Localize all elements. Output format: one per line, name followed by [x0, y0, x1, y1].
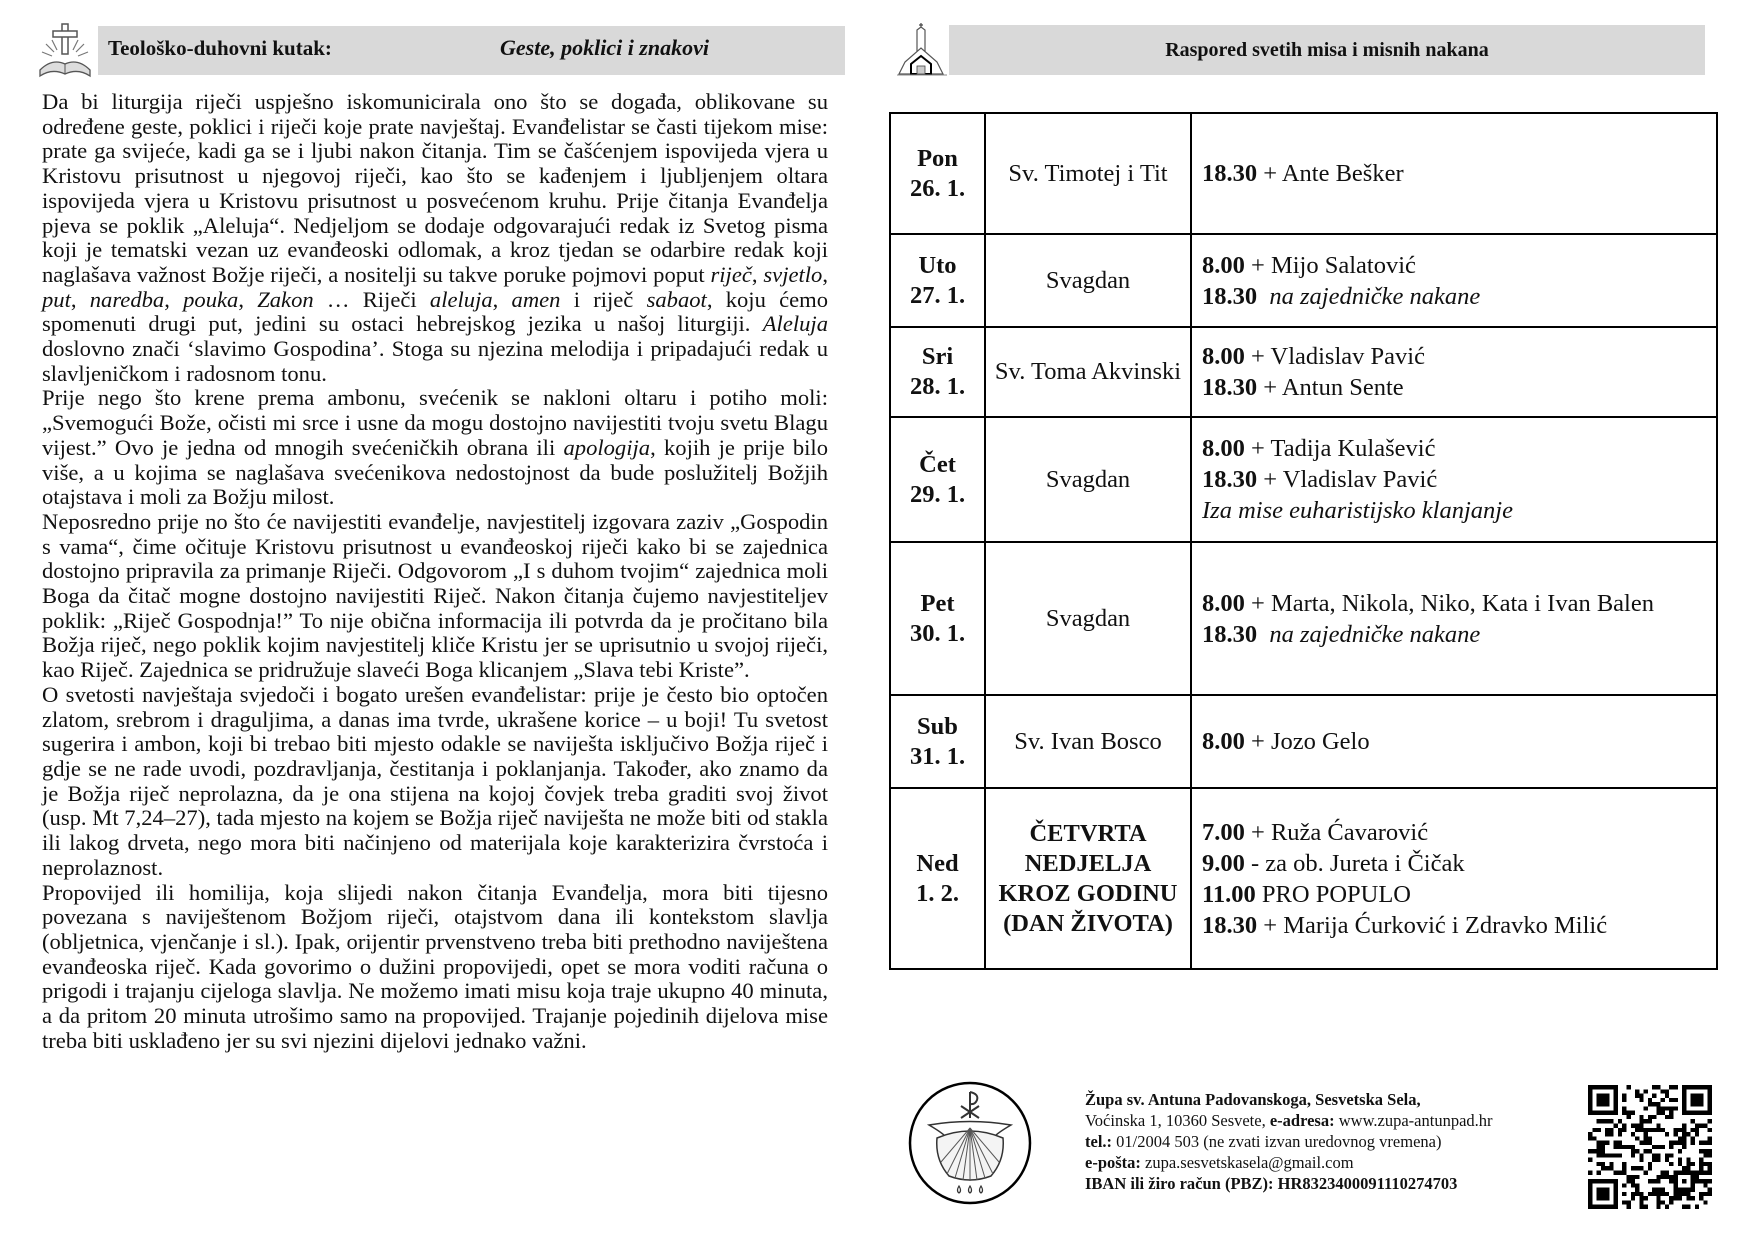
weekday: Čet	[919, 450, 956, 478]
text-run: ,	[492, 286, 512, 312]
italic-term: amen	[511, 286, 561, 312]
mass-time: 18.30	[1202, 911, 1258, 939]
parish-name: Župa sv. Antuna Padovanskoga, Sesvetska Sela,	[1085, 1090, 1421, 1109]
masses-cell	[1191, 113, 1717, 234]
weekday: Pon	[917, 144, 958, 172]
cross-bible-icon	[36, 22, 94, 80]
mass-intention: + Jozo Gelo	[1251, 728, 1370, 755]
schedule-row	[890, 695, 1717, 788]
italic-term: Aleluja	[762, 311, 828, 337]
weekday: Sri	[921, 343, 954, 370]
phone-number: 01/2004 503 (ne zvati izvan uredovnog vremena)	[1112, 1132, 1442, 1151]
section-header-theology	[98, 26, 845, 75]
phone-line	[1085, 1131, 1493, 1152]
masses-cell	[1191, 695, 1717, 788]
mass-time: 9.00	[1202, 849, 1245, 877]
day-cell	[890, 327, 985, 417]
mass-entry	[1202, 433, 1706, 464]
section-title: Teološko-duhovni kutak:	[108, 36, 332, 60]
section-subtitle: Geste, poklici i znakovi	[500, 35, 709, 60]
email-link[interactable]: zupa.sesvetskasela@gmail.com	[1140, 1153, 1354, 1172]
mass-intention: Iza mise euharistijsko klanjanje	[1202, 497, 1513, 524]
date: 29. 1.	[909, 480, 966, 508]
mass-intention: + Marta, Nikola, Niko, Kata i Ivan Balen	[1251, 589, 1654, 617]
weekday: Sub	[917, 712, 958, 740]
mass-time: 18.30	[1202, 466, 1258, 493]
date: 28. 1.	[909, 373, 966, 400]
church-icon	[897, 22, 949, 77]
masses-cell	[1191, 417, 1717, 542]
mass-entry	[1202, 158, 1706, 189]
text-run: Neposredno prije no što će navijestiti evanđelje, navjestitelj izgovara zaziv „Gospodin s vama“, čime očituje Kristovu prisutnost u evanđeoskoj riječi kako bi se zajednica dostojno pripravila za primanje Riječi. Odgovorom „I s duhom tvojim“ zajednica moli Boga da čitač mogne dostojno navijestiti Riječ. Nakon čitanja čujemo navjestiteljev poklik: „Riječ Gospodnja!” To nije obična informacija ili potvrda da je pročitano bila Božja riječ, nego poklik kojim navjestitelj kliče Kristu jer se uprisutnio u svojoj riječi, kao Riječ. Zajednica se pridružuje slaveći Boga klicanjem „Slava tebi Kriste”.	[42, 508, 828, 683]
text-run: ,	[164, 286, 184, 312]
article-paragraph	[42, 683, 828, 881]
italic-term: riječ	[710, 261, 752, 287]
mass-intention: + Tadija Kulašević	[1251, 435, 1436, 462]
text-run: Propovijed ili homilija, koja slijedi nakon čitanja Evanđelja, mora biti tijesno povezana s naviještenom Božjom riječi, otajstvom dana ili kontekstom slavlja (obljetnica, vjenčanje i sl.). Ipak, orijentir prvenstveno treba biti prethodno naviještena evanđeoska riječ. Kada govorimo o dužini propovijedi, opet se mora voditi računa o prigodi i trajanju cijeloga slavlja. Ne možemo imati misu koja traje ukupno 40 minuta, a da pritom 20 minuta utrošimo samo na propovijed. Trajanje pojedinih dijelova mise treba biti usklađeno jer su svi njezini dijelovi jednako važni.	[42, 879, 828, 1053]
mass-intention: + Vladislav Pavić	[1263, 466, 1438, 493]
weekday: Ned	[916, 849, 959, 877]
italic-term: aleluja	[429, 286, 493, 312]
schedule-title: Raspored svetih misa i misnih nakana	[1165, 38, 1489, 61]
mass-intention: + Ante Bešker	[1263, 160, 1404, 187]
schedule-row	[890, 327, 1717, 417]
mass-time: 18.30	[1202, 620, 1258, 648]
mass-entry	[1202, 619, 1706, 650]
mass-entry	[1202, 588, 1706, 619]
mass-entry	[1202, 879, 1706, 910]
schedule-row	[890, 234, 1717, 327]
mass-entry	[1202, 250, 1706, 281]
day-cell	[890, 542, 985, 695]
weekday: Pet	[920, 589, 955, 617]
mass-intention: + Mijo Salatović	[1251, 251, 1416, 279]
email-label: e-pošta:	[1085, 1153, 1141, 1172]
text-run: … Riječi	[313, 286, 430, 312]
italic-term: sabaot	[646, 286, 707, 312]
mass-time: 18.30	[1202, 374, 1258, 401]
mass-time: 8.00	[1202, 435, 1245, 462]
italic-term: naredba	[89, 286, 165, 312]
day-cell	[890, 695, 985, 788]
mass-time: 11.00	[1202, 880, 1256, 908]
mass-intention: na zajedničke nakane	[1269, 620, 1481, 648]
feast-cell: Sv. Timotej i Tit	[985, 113, 1191, 234]
schedule-row	[890, 417, 1717, 542]
address: Voćinska 1, 10360 Sesvete,	[1085, 1111, 1270, 1130]
feast-cell: ČETVRTA NEDJELJA KROZ GODINU (DAN ŽIVOTA)	[985, 788, 1191, 969]
italic-term: pouka	[183, 286, 239, 312]
mass-entry	[1202, 281, 1706, 312]
section-header-schedule	[949, 25, 1705, 75]
mass-intention: - za ob. Jureta i Čičak	[1251, 849, 1465, 877]
text-run: ,	[70, 286, 90, 312]
text-run: Prije nego što krene prema ambonu, svećenik se nakloni oltaru i potiho moli: „Svemogući Bože, očisti mi srce i usne da mogu dostojno navijestiti tvoju svetu Blagu vijest.” Ovo je jedna od mnogih svećeničkih obrana ili	[42, 385, 828, 460]
text-run: , koju ćemo spomenuti drugi put, jedini su ostaci hebrejskog jezika u našoj liturgiji.	[42, 286, 829, 337]
feast-cell: Sv. Toma Akvinski	[985, 327, 1191, 417]
text-run: ,	[822, 261, 829, 287]
feast-cell: Svagdan	[985, 542, 1191, 695]
text-run: ,	[751, 261, 764, 287]
feast-cell: Svagdan	[985, 417, 1191, 542]
schedule-row	[890, 542, 1717, 695]
mass-entry	[1202, 464, 1706, 495]
iban-line: IBAN ili žiro račun (PBZ): HR8323400091110274703	[1085, 1174, 1458, 1193]
date: 26. 1.	[909, 174, 966, 202]
mass-time: 8.00	[1202, 728, 1245, 755]
feast-cell: Sv. Ivan Bosco	[985, 695, 1191, 788]
mass-entry	[1202, 910, 1706, 941]
mass-entry	[1202, 495, 1706, 526]
day-cell	[890, 113, 985, 234]
mass-intention: + Vladislav Pavić	[1251, 343, 1425, 370]
address-line	[1085, 1110, 1493, 1131]
mass-time: 8.00	[1202, 251, 1245, 279]
article-body	[42, 90, 828, 1053]
schedule-row	[890, 788, 1717, 969]
day-cell	[890, 234, 985, 327]
article-paragraph	[42, 510, 828, 683]
mass-intention: PRO POPULO	[1261, 880, 1411, 908]
italic-term: Zakon	[257, 286, 314, 312]
weekday: Uto	[918, 251, 957, 279]
mass-time: 8.00	[1202, 589, 1245, 617]
mass-intention: na zajedničke nakane	[1269, 282, 1481, 310]
text-run: ,	[238, 286, 258, 312]
day-cell	[890, 417, 985, 542]
date: 1. 2.	[916, 879, 959, 907]
text-run: , kojih je prije bilo više, a u kojima se naglašava svećenikova nedostojnost da bude poslužitelj Božjih otajstava i moli za Božju milost.	[42, 434, 828, 510]
mass-intention: + Antun Sente	[1263, 374, 1404, 401]
date: 30. 1.	[909, 619, 966, 647]
masses-cell	[1191, 542, 1717, 695]
mass-time: 18.30	[1202, 282, 1258, 310]
email-line	[1085, 1152, 1493, 1173]
italic-term: svjetlo	[763, 261, 823, 287]
qr-code-icon	[1588, 1085, 1712, 1209]
text-run: i riječ	[560, 286, 647, 312]
mass-time: 18.30	[1202, 160, 1258, 187]
article-paragraph	[42, 90, 828, 386]
phone-label: tel.:	[1085, 1132, 1113, 1151]
feast-cell: Svagdan	[985, 234, 1191, 327]
web-label: e-adresa:	[1269, 1111, 1335, 1130]
masses-cell	[1191, 234, 1717, 327]
mass-entry	[1202, 372, 1706, 403]
mass-entry	[1202, 341, 1706, 372]
mass-intention: + Marija Ćurković i Zdravko Milić	[1263, 911, 1608, 939]
italic-term: apologija	[563, 434, 651, 460]
mass-intention: + Ruža Ćavarović	[1251, 818, 1429, 846]
day-cell	[890, 788, 985, 969]
italic-term: put	[42, 286, 71, 312]
mass-entry	[1202, 726, 1706, 757]
mass-schedule-table	[889, 112, 1718, 970]
text-run: O svetosti navještaja svjedoči i bogato urešen evanđelistar: prije je često bio optočen zlatom, srebrom i draguljima, a danas ima tvrde, ukrašene korice – u boji! Tu svetost sugerira i ambon, koji bi trebao biti mjesto odakle se naviješta isključivo Božja riječ i gdje se ne rade uvodi, pozdravljanja, čestitanja i poklanjanja. Također, ako znamo da je Božja riječ neprolazna, da je ona stijena na kojoj čovjek treba graditi svoj život (usp. Mt 7,24–27), tada mjesto na kojem se Božja riječ naviješta ne može biti od stakla ili lakog drveta, nego mora biti načinjeno od materijala koje karakterizira čvrstoća i neprolaznost.	[42, 681, 828, 880]
text-run: Da bi liturgija riječi uspješno iskomunicirala ono što se događa, oblikovane su određene geste, poklici i riječi koje prate navještaj. Evanđelistar se časti tijekom mise: prate ga svijeće, kadi ga se i ljubi nakon čitanja. Tim se čašćenjem ispovijeda vjera u Kristovu prisutnost u njegovoj riječi, kao što se kađenjem i ljubljenjem oltara ispovijeda vjera u Kristovu prisutnost u posvećenom kruhu. Prije čitanja Evanđelja pjeva se poklik „Aleluja“. Nedjeljom se dodaje odgovarajući redak iz Svetog pisma koji je tematski vezan uz evanđeoski odlomak, a kroz tjedan se odarbire redak koji naglašava važnost Božje riječi, a nositelji su takve poruke pojmovi poput	[42, 89, 828, 287]
article-paragraph	[42, 386, 828, 510]
schedule-row	[890, 113, 1717, 234]
mass-time: 7.00	[1202, 818, 1245, 846]
masses-cell	[1191, 327, 1717, 417]
date: 27. 1.	[909, 281, 966, 309]
mass-entry	[1202, 848, 1706, 879]
mass-time: 8.00	[1202, 343, 1245, 370]
masses-cell	[1191, 788, 1717, 969]
web-link[interactable]: www.zupa-antunpad.hr	[1334, 1111, 1493, 1130]
parish-logo-icon	[907, 1080, 1033, 1206]
parish-contact-info	[1085, 1089, 1493, 1194]
date: 31. 1.	[909, 742, 966, 770]
mass-entry	[1202, 817, 1706, 848]
article-paragraph	[42, 881, 828, 1054]
text-run: doslovno znači ‘slavimo Gospodina’. Stoga su njezina melodija i pripadajući redak u slavljeničkom i radosnom tonu.	[42, 336, 828, 386]
